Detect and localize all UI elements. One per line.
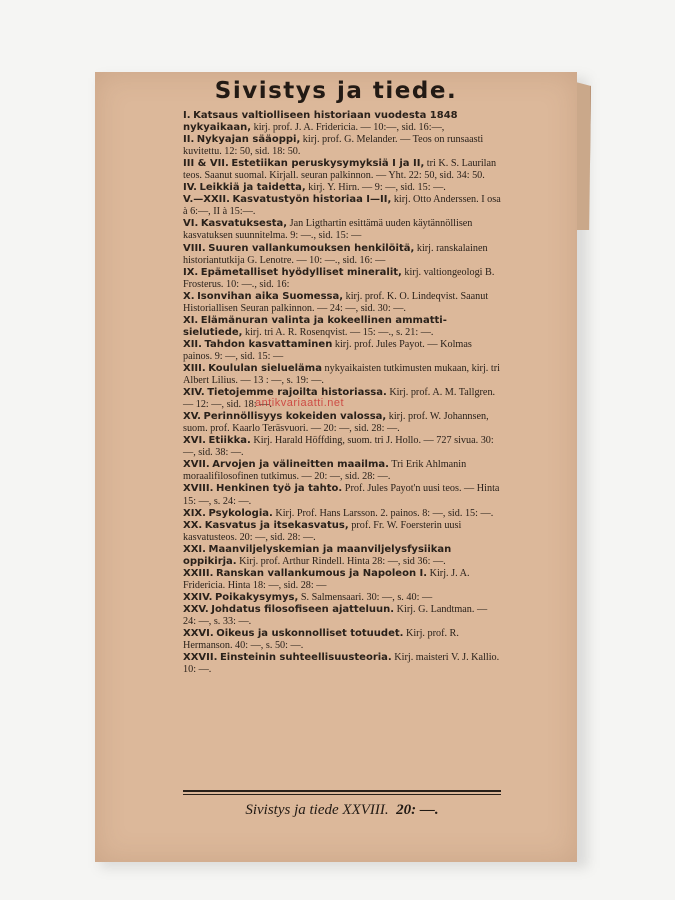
entry-number: XIII. — [183, 362, 206, 374]
book-entry — [183, 363, 501, 387]
book-entry — [183, 520, 501, 544]
entry-details: Kirj. prof. A. M. Tallgren. — 12: —, sid. 18: —. — [183, 387, 496, 411]
footer-line — [183, 802, 501, 819]
entry-details: Kirj. prof. Arthur Rindell. Hinta 28: —, sid 36: —. — [239, 555, 446, 567]
book-back-cover — [95, 72, 577, 862]
book-entry — [183, 315, 501, 339]
entry-title: Psykologia. — [208, 507, 273, 519]
entry-details: tri K. S. Laurilan teos. Saanut suomal. Kirjall. seuran palkinnon. — Yht. 22: 50, sid. 34: 50. — [183, 158, 497, 182]
entry-title: Kasvatustyön historiaa I—II, — [232, 194, 392, 206]
entry-number: XXVII. — [183, 652, 218, 664]
entry-title: Maanviljelyskemian ja maanviljelysfysiikan oppikirja. — [183, 543, 452, 567]
entry-details: prof. Fr. W. Foersterin uusi kasvatusteos. 20: —, sid. 28: —. — [183, 519, 462, 543]
watermark: antikvariaatti.net — [255, 397, 345, 409]
entry-title: Perinnöllisyys kokeiden valossa, — [203, 411, 387, 423]
entry-title: Arvojen ja välineitten maailma. — [212, 459, 389, 471]
book-entry — [183, 267, 501, 291]
entry-title: Henkinen työ ja tahto. — [215, 483, 343, 495]
entry-number: XXIV. — [183, 591, 213, 603]
entry-details: kirj. tri A. R. Rosenqvist. — 15: —., s. 21: —. — [245, 326, 434, 338]
book-entry — [183, 291, 501, 315]
divider-thin — [183, 794, 501, 795]
entry-number: XVII. — [183, 459, 210, 471]
entry-details: kirj. valtiongeologi B. Frosterus. 10: —., sid. 16: — [183, 266, 495, 290]
book-entry — [183, 652, 501, 676]
entry-number: XIX. — [183, 507, 206, 519]
cover-title: Sivistys ja tiede. — [214, 78, 458, 104]
entry-title: Ranskan vallankumous ja Napoleon I. — [215, 567, 428, 579]
book-entry — [183, 411, 501, 435]
entry-number: XVI. — [183, 435, 206, 447]
book-entry — [183, 182, 501, 194]
book-entry — [183, 158, 501, 182]
entry-number: IV. — [183, 182, 197, 194]
entry-details: Prof. Jules Payot'n uusi teos. — Hinta 15: —, s. 24: —. — [183, 483, 500, 507]
entry-number: XX. — [183, 519, 203, 531]
book-entry — [183, 339, 501, 363]
book-entry — [183, 110, 501, 134]
entry-details: Kirj. G. Landtman. — 24: —, s. 33: —. — [183, 603, 488, 627]
entry-details: nykyaikaisten tutkimusten mukaan, kirj. tri Albert Lilius. — 13 : —, s. 19: —. — [183, 362, 500, 387]
entry-details: kirj. prof. K. O. Lindeqvist. Saanut Historiallisen Seuran palkinnon. — 24: —, sid. 30: —. — [183, 290, 489, 314]
entry-number: XII. — [183, 338, 202, 350]
book-entry — [183, 218, 501, 242]
entry-title: Suuren vallankumouksen henkilöitä, — [208, 242, 415, 254]
entry-title: Kasvatus ja itsekasvatus, — [204, 519, 349, 531]
book-entry — [183, 483, 501, 507]
entry-title: Nykyajan sääoppi, — [196, 134, 301, 146]
book-entry — [183, 194, 501, 218]
entry-number: XV. — [183, 411, 201, 423]
entry-details: Kirj. maisteri V. J. Kallio. 10: —. — [183, 652, 500, 676]
entry-title: Elämänuran valinta ja kokeellinen ammatti-sielutiede, — [183, 314, 447, 338]
entry-details: kirj. prof. J. A. Fridericia. — 10:—, sid. 16:—, — [253, 122, 445, 134]
entry-title: Koululan sielueläma — [208, 362, 322, 374]
book-list — [183, 110, 501, 676]
book-entry — [183, 592, 501, 604]
entry-details: kirj. Y. Hirn. — 9: —, sid. 15: —. — [308, 182, 446, 194]
entry-number: VI. — [183, 218, 199, 230]
book-entry — [183, 508, 501, 520]
entry-title: Tietojemme rajoilta historiassa. — [207, 387, 387, 399]
entry-details: kirj. ranskalainen historiantutkija G. Lenotre. — 10: —., sid. 16: — — [183, 242, 488, 266]
entry-details: kirj. prof. W. Johannsen, suom. prof. Kaarlo Teräsvuori. — 20: —, sid. 28: —. — [183, 411, 489, 435]
divider-thick — [183, 790, 501, 792]
entry-title: Tahdon kasvattaminen — [204, 338, 333, 350]
entry-title: Epämetalliset hyödylliset mineralit, — [200, 266, 402, 278]
entry-number: III & VII. — [183, 158, 229, 170]
entry-title: Isonvihan aika Suomessa, — [197, 290, 344, 302]
entry-number: I. — [183, 110, 191, 121]
footer-series: Sivistys ja tiede XXVIII. — [245, 802, 389, 818]
entry-details: Kirj. J. A. Fridericia. Hinta 18: —, sid. 28: — — [183, 567, 470, 591]
entry-number: V.—XXII. — [183, 194, 230, 206]
entry-number: X. — [183, 290, 195, 302]
book-entry — [183, 568, 501, 592]
entry-title: Einsteinin suhteellisuusteoria. — [219, 652, 392, 664]
entry-title: Estetiikan peruskysymyksiä I ja II, — [231, 158, 425, 170]
entry-number: XXVI. — [183, 628, 214, 640]
entry-title: Kasvatuksesta, — [200, 218, 288, 230]
book-entry — [183, 459, 501, 483]
entry-number: XIV. — [183, 387, 205, 399]
entry-number: XI. — [183, 314, 199, 326]
book-entry — [183, 134, 501, 158]
entry-number: XXI. — [183, 543, 206, 555]
entry-title: Leikkiä ja taidetta, — [199, 182, 306, 194]
entry-details: Kirj. Harald Höffding, suom. tri J. Hollo. — 727 sivua. 30: —, sid. 38: —. — [183, 435, 494, 459]
entry-number: XVIII. — [183, 483, 214, 495]
footer-price: 20: —. — [396, 802, 439, 818]
entry-number: IX. — [183, 266, 199, 278]
book-entry — [183, 435, 501, 459]
book-entry — [183, 604, 501, 628]
book-entry — [183, 544, 501, 568]
entry-details: Kirj. prof. R. Hermanson. 40: —, s. 50: —. — [183, 628, 459, 652]
entry-number: VIII. — [183, 242, 206, 254]
book-entry — [183, 243, 501, 267]
entry-number: XXIII. — [183, 567, 214, 579]
entry-details: kirj. prof. Jules Payot. — Kolmas painos. 9: —, sid. 15: — — [183, 338, 472, 362]
entry-details: Jan Ligthartin esittämä uuden käytännöllisen kasvatuksen suunnitelma. 9: —., sid. 15: — — [183, 218, 473, 242]
entry-details: Tri Erik Ahlmanin moraalifilosofinen tutkimus. — 20: —, sid. 28: —. — [183, 459, 467, 483]
entry-details: Kirj. Prof. Hans Larsson. 2. painos. 8: —, sid. 15: —. — [275, 507, 494, 519]
entry-title: Etiikka. — [208, 435, 251, 447]
entry-number: XXV. — [183, 603, 209, 615]
entry-title: Poikakysymys, — [214, 591, 299, 603]
entry-details: kirj. Otto Anderssen. I osa à 6:—, II à 15:—. — [183, 194, 501, 218]
entry-details: kirj. prof. G. Melander. — Teos on runsaasti kuvitettu. 12: 50, sid. 18: 50. — [183, 134, 484, 158]
entry-details: S. Salmensaari. 30: —, s. 40: — — [300, 591, 433, 603]
entry-number: II. — [183, 134, 195, 146]
book-entry — [183, 628, 501, 652]
entry-title: Johdatus filosofiseen ajatteluun. — [211, 603, 395, 615]
entry-title: Oikeus ja uskonnolliset totuudet. — [216, 628, 404, 640]
entry-title: Katsaus valtiolliseen historiaan vuodesta 1848 nykyaikaan, — [183, 110, 458, 134]
